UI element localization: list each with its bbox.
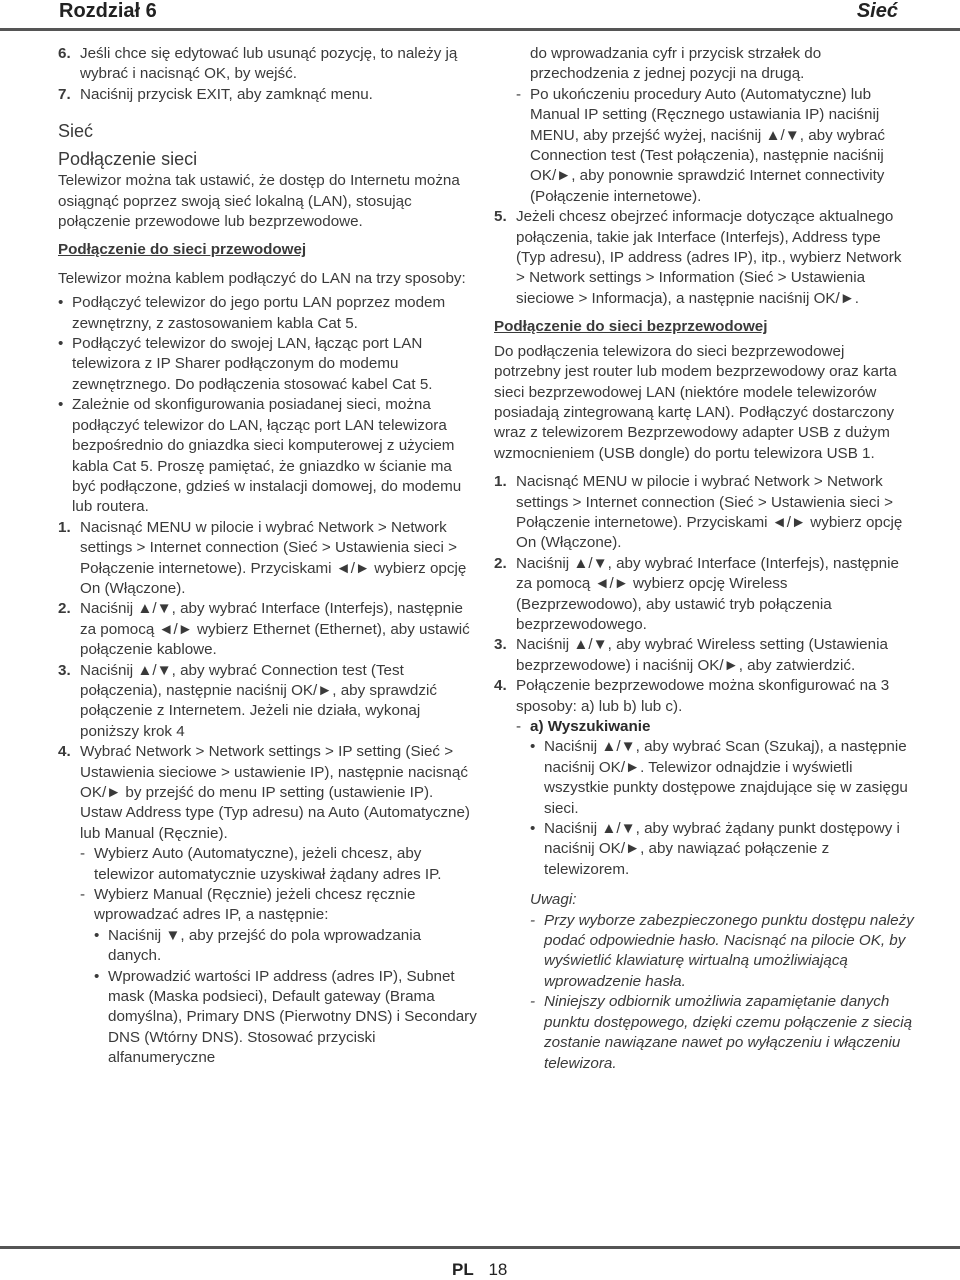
item-text: Naciśnij ▲/▼, aby wybrać Connection test (Test połączenia), następnie naciśnij OK/►, aby sprawdzić połączenie z Internetem. Jeżeli nie działa, wykonaj poniższy krok 4: [80, 661, 437, 740]
list-item: - Po ukończeniu procedury Auto (Automatyczne) lub Manual IP setting (Ręcznego ustawiania IP) naciśnij MENU, aby przejść wyżej, naciśnij ▲/▼, aby wybrać Connection test (Test połączenia), następnie naciśnij OK/►, aby ponownie sprawdzić Internet connectivity (Połączenie internetowe).: [494, 85, 914, 207]
header-divider: [0, 28, 960, 31]
wired-heading: Podłączenie do sieci przewodowej: [58, 241, 307, 259]
scan-heading: a) Wyszukiwanie: [530, 718, 651, 735]
list-item: • Wprowadzić wartości IP address (adres IP), Subnet mask (Maska podsieci), Default gateway (Brama domyślna), Primary DNS (Pierwotny DNS) i Secondary DNS (Wtórny DNS). Stosować przyciski alfanumeryczne: [58, 967, 478, 1069]
list-item: - Przy wyborze zabezpieczonego punktu dostępu należy podać odpowiednie hasło. Nacisnąć na pilocie OK, by wyświetlić klawiaturę wirtualną umożliwiającą wprowadzenie hasła.: [494, 911, 914, 993]
notes-title: Uwagi:: [530, 891, 577, 909]
section-heading: Sieć: [58, 121, 94, 142]
list-item: - Niniejszy odbiornik umożliwia zapamiętanie danych punktu dostępowego, dzięki czemu połączenie z siecią zostanie nawiązane nawet po wyłączeniu i włączeniu telewizora.: [494, 992, 914, 1074]
list-item: [58, 661, 478, 743]
language-label: PL: [452, 1260, 474, 1279]
bullet-text: Naciśnij ▲/▼, aby wybrać żądany punkt dostępowy i naciśnij OK/►, aby nawiązać połączenie z telewizorem.: [544, 820, 900, 878]
list-item: [494, 635, 914, 676]
intro-paragraph: Telewizor można tak ustawić, że dostęp do Internetu można osiągnąć poprzez swoją sieć lokalną (LAN), stosując połączenie przewodowe lub bezprzewodowe.: [58, 172, 460, 231]
item-number: 5.: [494, 208, 507, 226]
item-number: 3.: [494, 636, 507, 654]
bullet-text: Podłączyć telewizor do jego portu LAN poprzez modem zewnętrzny, z zastosowaniem kabla Cat 5.: [72, 294, 446, 332]
bullet-text: Naciśnij ▲/▼, aby wybrać Scan (Szukaj), a następnie naciśnij OK/►. Telewizor odnajdzie i wyświetli wszystkie punkty dostępowe znajdujące się w zasięgu sieci.: [544, 738, 908, 817]
list-item: [494, 676, 914, 717]
item-number: 1.: [494, 473, 507, 491]
item-number: 1.: [58, 518, 71, 536]
list-item: [494, 472, 914, 554]
item-text: Naciśnij ▲/▼, aby wybrać Interface (Interfejs), następnie za pomocą ◄/► wybierz opcję Wireless (Bezprzewodowo), aby ustawić tryb połączenia bezprzewodowego.: [516, 554, 899, 633]
page-header: [0, 0, 960, 32]
list-item: • Naciśnij ▼, aby przejść do pola wprowadzania danych.: [58, 926, 478, 967]
wireless-intro: Do podłączenia telewizora do sieci bezprzewodowej potrzebny jest router lub modem bezprzewodowy oraz karta sieci bezprzewodowej LAN (niektóre modele telewizorów posiadają zintegrowaną kartę LAN). Podłączyć dostarczony wraz z telewizorem Bezprzewodowy adapter USB z dużym wzmocnieniem (USB dongle) do portu telewizora USB 1.: [494, 342, 897, 462]
list-item: • Naciśnij ▲/▼, aby wybrać Scan (Szukaj), a następnie naciśnij OK/►. Telewizor odnajdzie i wyświetli wszystkie punkty dostępowe znajdujące się w zasięgu sieci.: [494, 737, 914, 819]
list-item: - a) Wyszukiwanie: [494, 717, 914, 737]
item-text: Jeśli chce się edytować lub usunąć pozycję, to należy ją wybrać i nacisnąć OK, by wejść.: [80, 45, 458, 83]
continued-text: do wprowadzania cyfr i przycisk strzałek do przechodzenia z jednej pozycji na drugą.: [530, 45, 822, 83]
wired-intro: Telewizor można kablem podłączyć do LAN na trzy sposoby:: [58, 269, 466, 287]
chapter-title: Rozdział 6: [59, 0, 157, 22]
item-text: Wybrać Network > Network settings > IP setting (Sieć > Ustawienia sieciowe > ustawienie IP), następnie nacisnąć OK/► by przejść do menu IP setting (ustawienie IP). Ustaw Address type (Typ adresu) na Auto (Automatyczne) lub Manual (Ręcznie).: [80, 743, 470, 842]
list-item: [58, 599, 478, 660]
item-text: Naciśnij ▲/▼, aby wybrać Interface (Interfejs), następnie za pomocą ◄/► wybierz Ethernet (Ethernet), aby ustawić połączenie kablowe.: [80, 600, 470, 659]
item-text: Naciśnij przycisk EXIT, aby zamknąć menu.: [80, 85, 373, 103]
section-title: Sieć: [856, 0, 898, 22]
list-item: • Naciśnij ▲/▼, aby wybrać żądany punkt dostępowy i naciśnij OK/►, aby nawiązać połączenie z telewizorem.: [494, 819, 914, 880]
list-item: • Podłączyć telewizor do jego portu LAN poprzez modem zewnętrzny, z zastosowaniem kabla Cat 5.: [58, 293, 478, 334]
item-text: Nacisnąć MENU w pilocie i wybrać Network > Network settings > Internet connection (Sieć > Ustawienia sieci > Połączenie internetowe). Przyciskami ◄/► wybierz opcję On (Włączone).: [80, 518, 467, 597]
item-text: Połączenie bezprzewodowe można skonfigurować na 3 sposoby: a) lub b) lub c).: [516, 677, 890, 715]
left-column: [58, 44, 478, 1069]
item-text: Jeżeli chcesz obejrzeć informacje dotyczące aktualnego połączenia, takie jak Interface (Interfejs), Address type (Typ adresu), IP address (adres IP), itp., wybierz Network > Network settings > Information (Sieć > Ustawienia sieciowe > Informacja), a następnie naciśnij OK/►.: [516, 208, 902, 307]
item-text: Naciśnij ▲/▼, aby wybrać Wireless setting (Ustawienia bezprzewodowe) i naciśnij OK/►, aby zatwierdzić.: [516, 636, 888, 674]
list-item: • Zależnie od skonfigurowania posiadanej sieci, można podłączyć telewizor do LAN, łącząc port LAN telewizora bezpośrednio do gniazdka sieci komputerowej z użyciem kabla Cat 5. Proszę pamiętać, że gniazdko w ścianie ma być podłączone, gdzieś w instalacji domowej, do modemu lub routera.: [58, 395, 478, 517]
list-item: [494, 554, 914, 636]
item-number: 2.: [58, 600, 71, 618]
list-item: • Podłączyć telewizor do swojej LAN, łącząc port LAN telewizora z IP Sharer podłączonym do modemu zewnętrznego. Do podłączenia stosować kabel Cat 5.: [58, 334, 478, 395]
right-column: [494, 44, 914, 1074]
list-item: [58, 85, 478, 105]
item-text: Nacisnąć MENU w pilocie i wybrać Network > Network settings > Internet connection (Sieć > Ustawienia sieci > Połączenie internetowe). Przyciskami ◄/► wybierz opcję On (Włączone).: [516, 473, 903, 552]
subsection-heading: Podłączenie sieci: [58, 149, 198, 170]
note-text: Przy wyborze zabezpieczonego punktu dostępu należy podać odpowiednie hasło. Nacisnąć na pilocie OK, by wyświetlić klawiaturę wirtualną umożliwiającą wprowadzenie hasła.: [544, 911, 914, 990]
bullet-text: Podłączyć telewizor do swojej LAN, łącząc port LAN telewizora z IP Sharer podłączonym do modemu zewnętrznego. Do podłączenia stosować kabel Cat 5.: [72, 335, 433, 393]
item-number: 7.: [58, 85, 71, 103]
page-number: 18: [488, 1260, 508, 1279]
item-number: 6.: [58, 45, 71, 62]
item-number: 3.: [58, 661, 71, 679]
dash-text: Po ukończeniu procedury Auto (Automatyczne) lub Manual IP setting (Ręcznego ustawiania IP) naciśnij MENU, aby przejść wyżej, naciśnij ▲/▼, aby wybrać Connection test (Test połączenia), następnie naciśnij OK/►, aby ponownie sprawdzić Internet connectivity (Połączenie internetowe).: [530, 85, 886, 205]
item-number: 2.: [494, 554, 507, 572]
bullet-text: Zależnie od skonfigurowania posiadanej sieci, można podłączyć telewizor do LAN, łącząc port LAN telewizora bezpośrednio do gniazdka sieci komputerowej z użyciem kabla Cat 5. Proszę pamiętać, że gniazdko w ścianie ma być podłączone, gdzieś w instalacji domowej, do modemu lub routera.: [72, 396, 462, 516]
wireless-heading: Podłączenie do sieci bezprzewodowej: [494, 318, 768, 336]
list-item: - Wybierz Auto (Automatyczne), jeżeli chcesz, aby telewizor automatycznie uzyskiwał żądany adres IP.: [58, 844, 478, 885]
page-footer: [452, 1260, 507, 1280]
item-number: 4.: [58, 743, 71, 761]
list-item: [58, 518, 478, 600]
dash-text: Wybierz Auto (Automatyczne), jeżeli chcesz, aby telewizor automatycznie uzyskiwał żądany adres IP.: [94, 845, 442, 883]
bullet-text: Wprowadzić wartości IP address (adres IP), Subnet mask (Maska podsieci), Default gateway (Brama domyślna), Primary DNS (Pierwotny DNS) i Secondary DNS (Wtórny DNS). Stosować przyciski alfanumeryczne: [108, 967, 477, 1067]
footer-divider: [0, 1246, 960, 1249]
bullet-text: Naciśnij ▼, aby przejść do pola wprowadzania danych.: [108, 926, 422, 965]
list-item: [494, 207, 914, 309]
list-item: [58, 742, 478, 844]
list-item: [58, 44, 478, 85]
note-text: Niniejszy odbiornik umożliwia zapamiętanie danych punktu dostępowego, dzięki czemu połączenie z siecią zostanie nawiązane nawet po wyłączeniu i włączeniu telewizora.: [544, 993, 913, 1072]
list-item: - Wybierz Manual (Ręcznie) jeżeli chcesz ręcznie wprowadzać adres IP, a następnie:: [58, 885, 478, 926]
dash-text: Wybierz Manual (Ręcznie) jeżeli chcesz ręcznie wprowadzać adres IP, a następnie:: [94, 886, 416, 924]
item-number: 4.: [494, 677, 507, 695]
